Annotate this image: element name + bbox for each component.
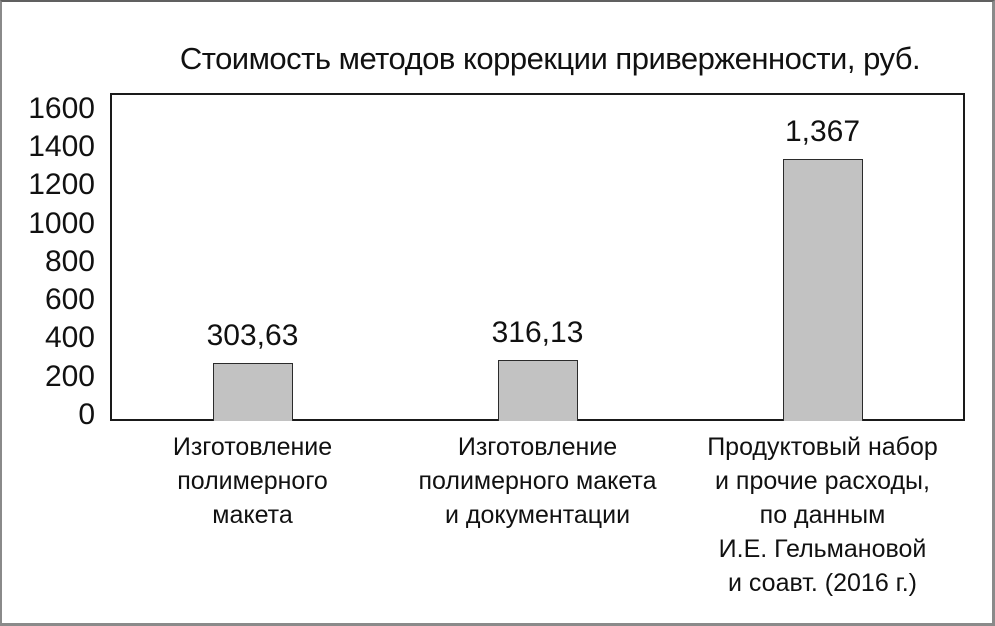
bar-1 <box>213 363 293 421</box>
y-tick-label: 0 <box>78 398 95 431</box>
y-tick-label: 1200 <box>28 168 95 202</box>
y-tick-label: 800 <box>44 244 95 278</box>
x-category-label <box>707 430 938 600</box>
x-category-label-line: И.Е. Гельмановой <box>718 535 927 563</box>
chart-title: Стоимость методов коррекции приверженности, руб. <box>179 41 921 76</box>
x-category-label-line: Продуктовый набор <box>707 433 938 461</box>
y-tick-label: 1000 <box>28 206 95 240</box>
x-category-label-line: и прочие расходы, <box>715 467 930 495</box>
y-tick-label: 1600 <box>28 91 95 125</box>
bar-value-label: 303,63 <box>206 318 299 352</box>
x-category-label-line: макета <box>212 501 293 529</box>
bar-value-label: 316,13 <box>491 316 584 350</box>
x-category-label-line: Изготовление <box>457 433 618 461</box>
x-category-label <box>418 430 656 532</box>
x-category-label-line: Изготовление <box>172 433 333 461</box>
y-tick-label: 1400 <box>28 130 95 164</box>
y-tick-label: 400 <box>44 321 95 355</box>
x-category-label-line: полимерного макета <box>418 467 657 495</box>
bar-2 <box>498 360 578 421</box>
x-category-label-line: и соавт. (2016 г.) <box>727 569 918 597</box>
bar-3 <box>783 159 863 421</box>
bar-value-label: 1,367 <box>784 115 861 149</box>
y-tick-label: 600 <box>44 283 95 317</box>
y-tick-label: 200 <box>44 359 95 393</box>
x-category-label-line: полимерного <box>177 467 328 495</box>
x-category-label <box>173 430 332 532</box>
x-category-label-line: и документации <box>444 501 631 529</box>
x-category-label-line: по данным <box>759 501 886 529</box>
